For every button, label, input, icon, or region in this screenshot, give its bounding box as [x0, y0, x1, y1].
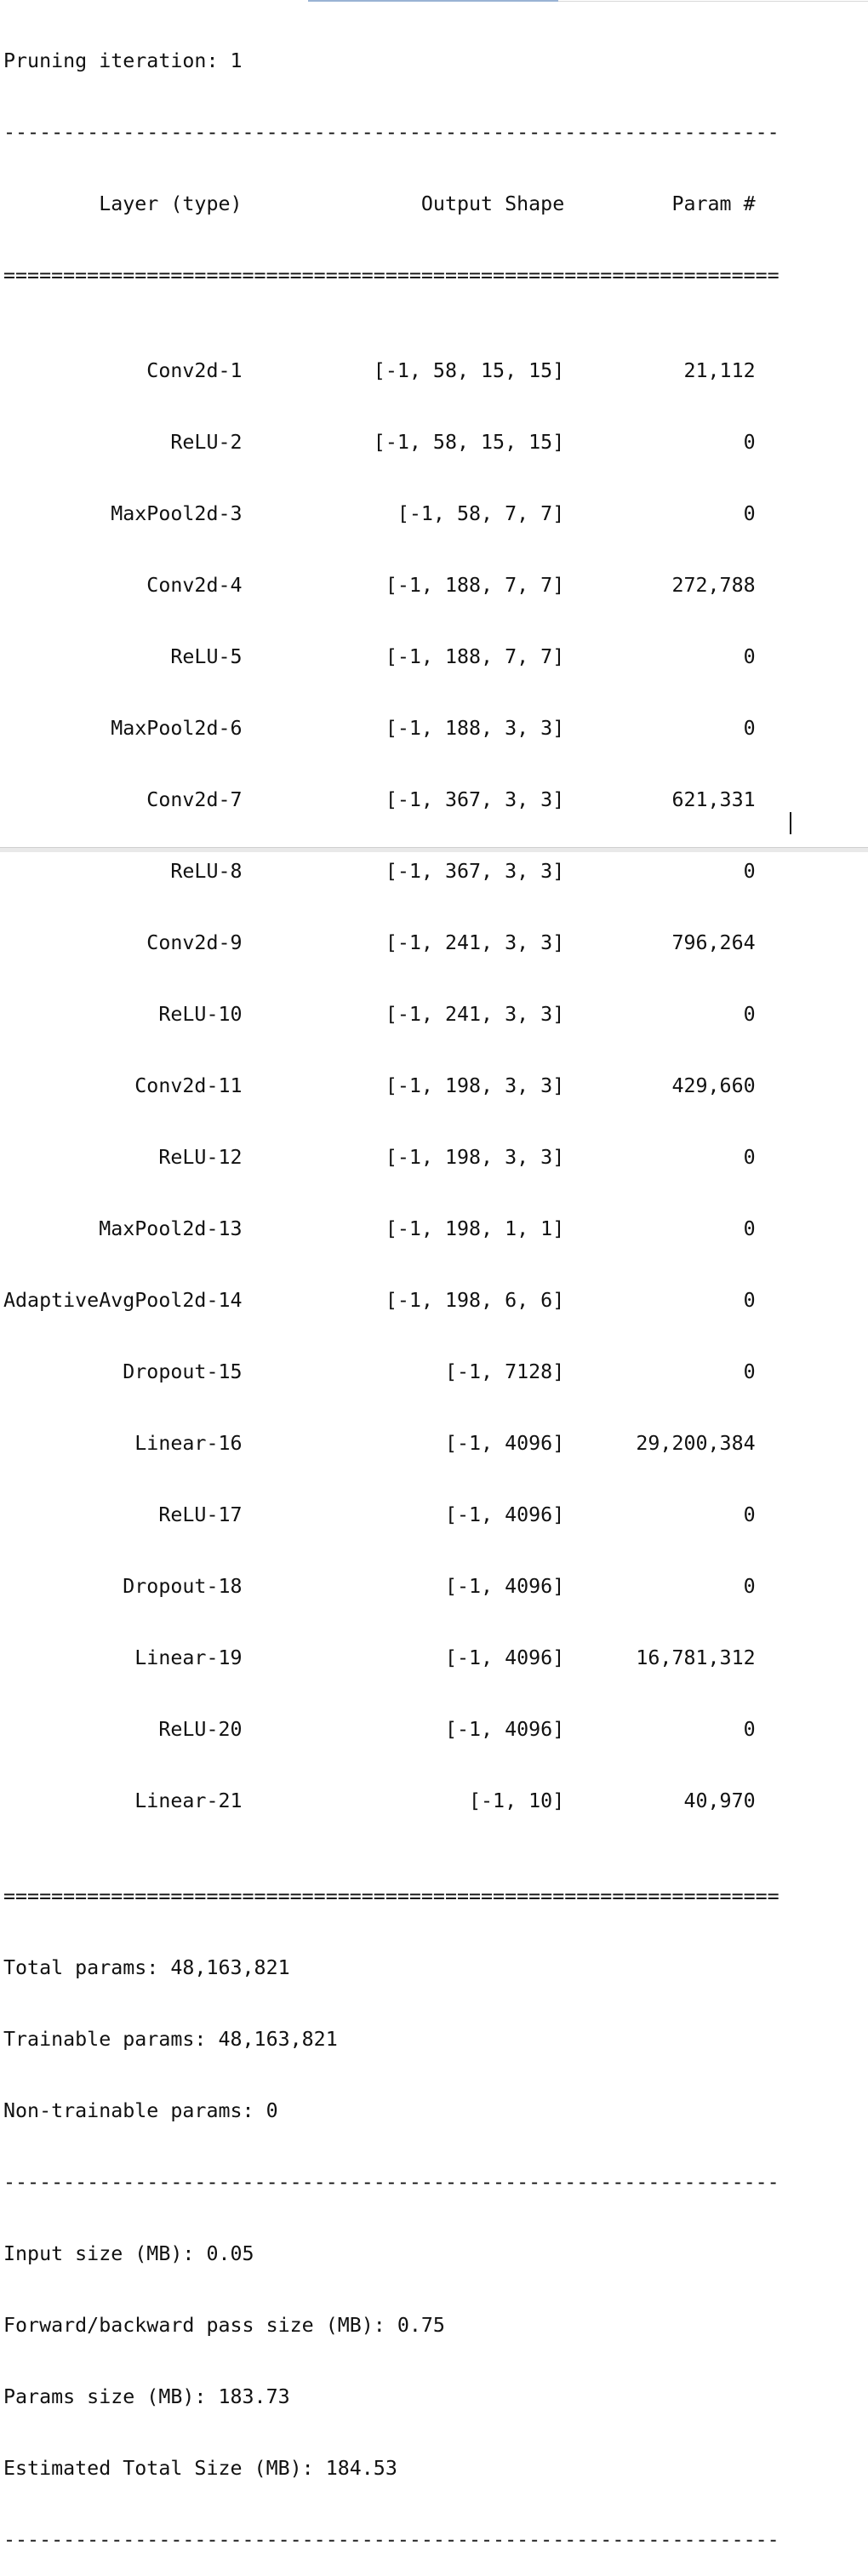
forward-backward-size: Forward/backward pass size (MB): 0.75 [3, 2314, 445, 2337]
input-size: Input size (MB): 0.05 [3, 2242, 254, 2265]
layer-row: Conv2d-9 [-1, 241, 3, 3] 796,264 [3, 931, 756, 954]
non-trainable-params: Non-trainable params: 0 [3, 2099, 278, 2122]
pruning-iteration-header: Pruning iteration: 1 [3, 49, 243, 72]
layer-row: ReLU-20 [-1, 4096] 0 [3, 1718, 756, 1741]
separator-dash: ----------------------------------------------------------------- [3, 2528, 779, 2551]
layer-row: AdaptiveAvgPool2d-14 [-1, 198, 6, 6] 0 [3, 1289, 756, 1312]
column-header-line: Layer (type) Output Shape Param # [3, 192, 756, 215]
separator-eq: ================================================================= [3, 264, 779, 287]
text-cursor [790, 812, 791, 834]
layer-row: MaxPool2d-3 [-1, 58, 7, 7] 0 [3, 502, 756, 525]
layer-row: Linear-21 [-1, 10] 40,970 [3, 1789, 756, 1812]
layer-row: ReLU-5 [-1, 188, 7, 7] 0 [3, 645, 756, 668]
layer-row: Dropout-18 [-1, 4096] 0 [3, 1575, 756, 1598]
layer-row: Linear-19 [-1, 4096] 16,781,312 [3, 1646, 756, 1669]
layer-row: ReLU-12 [-1, 198, 3, 3] 0 [3, 1146, 756, 1169]
layer-row: MaxPool2d-6 [-1, 188, 3, 3] 0 [3, 717, 756, 740]
estimated-total-size: Estimated Total Size (MB): 184.53 [3, 2457, 397, 2480]
separator-eq: ================================================================= [3, 1885, 779, 1908]
separator-dash: ----------------------------------------------------------------- [3, 121, 779, 144]
layer-row: Conv2d-7 [-1, 367, 3, 3] 621,331 [3, 788, 756, 811]
layer-row: Dropout-15 [-1, 7128] 0 [3, 1360, 756, 1383]
layer-row: Conv2d-1 [-1, 58, 15, 15] 21,112 [3, 359, 756, 382]
separator-dash: ----------------------------------------------------------------- [3, 2171, 779, 2194]
layer-row: ReLU-8 [-1, 367, 3, 3] 0 [3, 860, 756, 883]
total-params: Total params: 48,163,821 [3, 1956, 290, 1979]
terminal-output [3, 2, 779, 2576]
layer-row: Conv2d-4 [-1, 188, 7, 7] 272,788 [3, 574, 756, 597]
layer-row: ReLU-10 [-1, 241, 3, 3] 0 [3, 1003, 756, 1026]
layer-row: MaxPool2d-13 [-1, 198, 1, 1] 0 [3, 1217, 756, 1240]
layer-row: ReLU-2 [-1, 58, 15, 15] 0 [3, 431, 756, 454]
params-size: Params size (MB): 183.73 [3, 2385, 290, 2408]
window-bottom-edge [0, 847, 868, 852]
layer-row: ReLU-17 [-1, 4096] 0 [3, 1503, 756, 1526]
trainable-params: Trainable params: 48,163,821 [3, 2028, 338, 2051]
layer-row: Conv2d-11 [-1, 198, 3, 3] 429,660 [3, 1074, 756, 1097]
layer-row: Linear-16 [-1, 4096] 29,200,384 [3, 1432, 756, 1455]
